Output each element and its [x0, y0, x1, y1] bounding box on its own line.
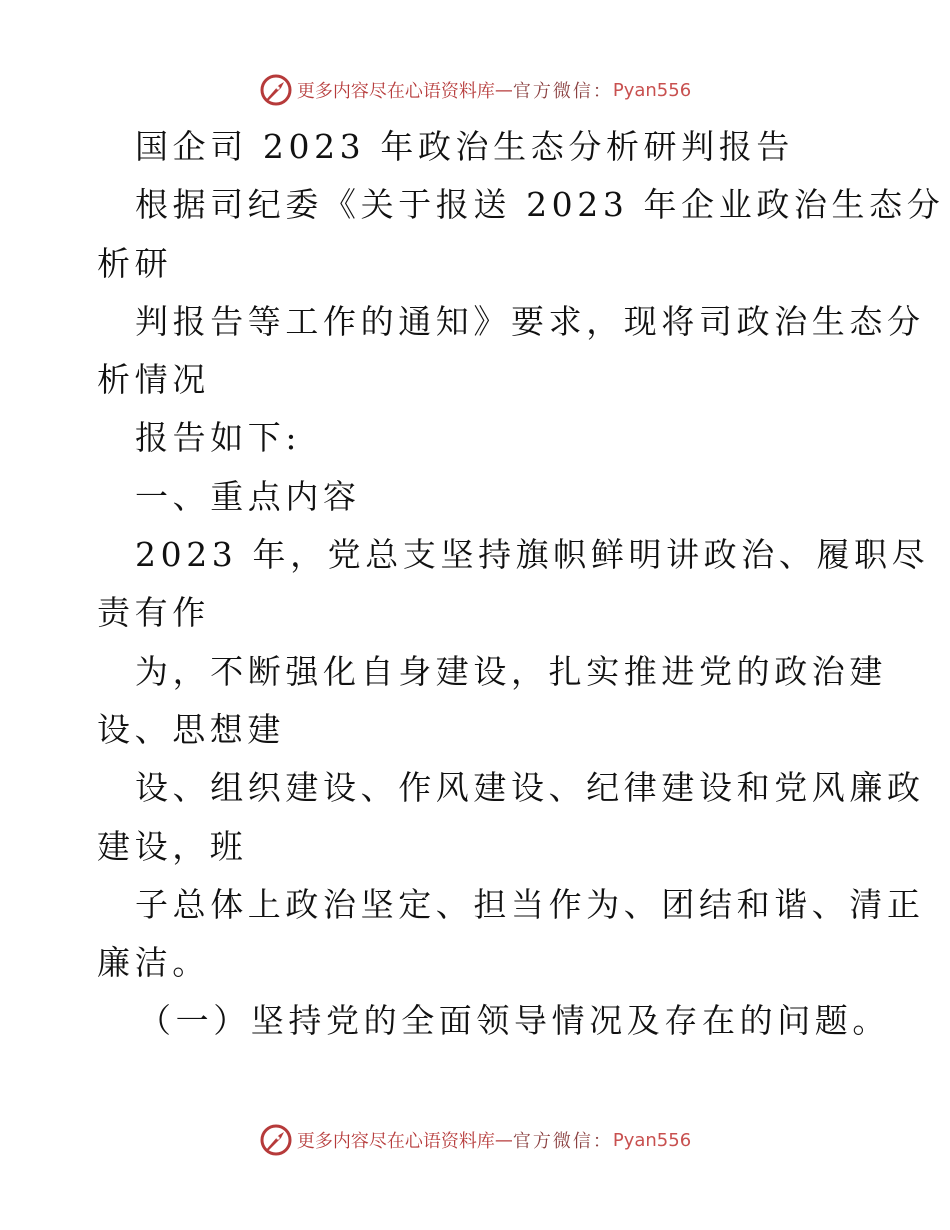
pen-nib-logo-icon [259, 1123, 293, 1157]
pen-nib-logo-icon [259, 73, 293, 107]
banner-site-text: 更多内容尽在心语资料库 [296, 81, 495, 102]
banner-wechat-label: 官方微信： [512, 1131, 613, 1152]
paragraph-line: 报告如下: [135, 418, 302, 458]
paragraph-line: 廉洁。 [97, 943, 210, 983]
paragraph-line: 2023 年，党总支坚持旗帜鲜明讲政治、履职尽 [135, 535, 930, 575]
section-heading: 一、重点内容 [135, 476, 361, 516]
banner-wechat-label: 官方微信： [512, 81, 613, 102]
footer-banner [0, 1120, 950, 1160]
subsection-heading: （一）坚持党的全面领导情况及存在的问题。 [138, 1001, 890, 1041]
paragraph-line: 设、思想建 [97, 709, 285, 749]
paragraph-line: 设、组织建设、作风建设、纪律建设和党风廉政 [135, 768, 925, 808]
paragraph-line: 为，不断强化自身建设，扎实推进党的政治建 [135, 651, 887, 691]
banner-dash: — [494, 1129, 513, 1151]
paragraph-line: 析情况 [97, 360, 210, 400]
banner-site-text: 更多内容尽在心语资料库 [296, 1131, 495, 1152]
document-body [97, 118, 945, 1051]
paragraph-line: 子总体上政治坚定、担当作为、团结和谐、清正 [135, 884, 925, 924]
paragraph-line: 责有作 [97, 593, 210, 633]
banner-dash: — [494, 79, 513, 101]
banner-wechat-id: Pyan556 [612, 1129, 692, 1151]
document-title: 国企司 2023 年政治生态分析研判报告 [135, 127, 794, 166]
banner-wechat-id: Pyan556 [612, 79, 692, 101]
paragraph-line: 建设，班 [97, 826, 248, 866]
header-banner [0, 70, 950, 110]
paragraph-line: 根据司纪委《关于报送 2023 年企业政治生态分 [135, 185, 945, 225]
paragraph-line: 判报告等工作的通知》要求，现将司政治生态分 [135, 301, 925, 341]
paragraph-line: 析研 [97, 243, 173, 283]
